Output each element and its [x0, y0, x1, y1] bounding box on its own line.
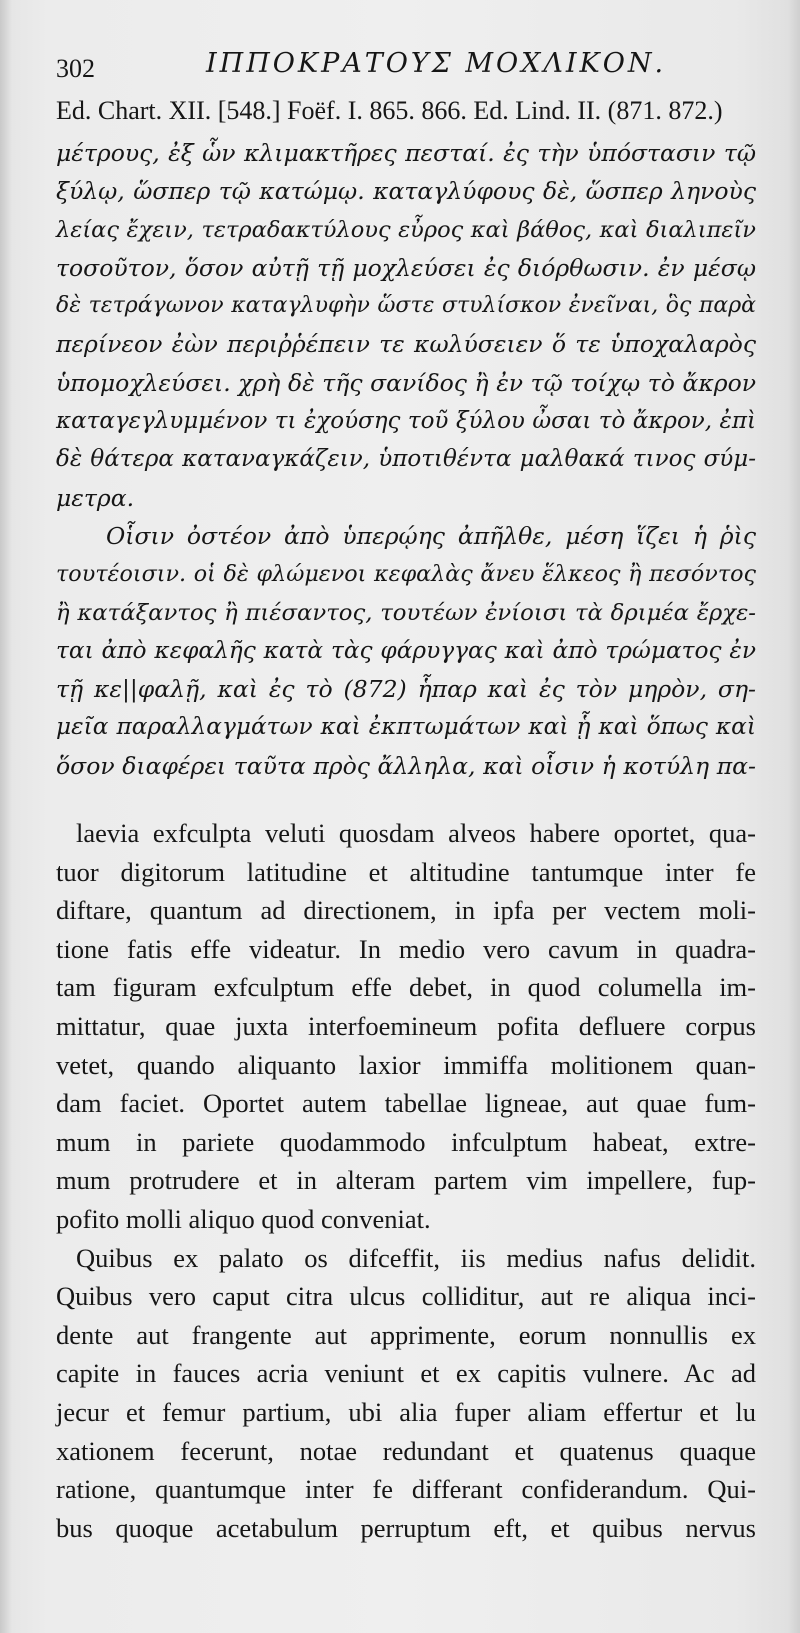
greek-line: τουτέοισιν. οἱ δὲ φλώμενοι κεφαλὰς ἄνευ ἕλκεος ἢ πεσόντος — [56, 561, 756, 588]
greek-line: ἢ κατάξαντος ἢ πιέσαντος, τουτέων ἐνίοισι τὰ δριμέα ἔρχε- — [56, 599, 756, 626]
latin-line: Quibus ex palato os difceffit, iis medius nafus delidit. — [76, 1242, 756, 1273]
greek-line: ξύλῳ, ὥσπερ τῷ κατώμῳ. καταγλύφους δὲ, ὥσπερ ληνοὺς — [56, 177, 756, 206]
greek-line: δὲ τετράγωνον καταγλυφὴν ὥστε στυλίσκον ἐνεῖναι, ὃς παρὰ — [56, 293, 756, 319]
latin-line: mittatur, quae juxta interfoemineum pofita defluere corpus — [56, 1010, 756, 1041]
latin-text-block — [56, 814, 756, 1547]
greek-line: περίνεον ἐὼν περιῤῥέπειν τε κωλύσειεν ὅ τε ὑποχαλαρὸς — [56, 330, 756, 359]
running-head-title: ΙΠΠΟΚΡΑΤΟΥΣ ΜΟΧΛΙΚΟΝ. — [206, 48, 667, 79]
latin-line: capite in fauces acria veniunt et ex capitis vulnere. Ac ad — [56, 1358, 756, 1389]
greek-line: μέτρους, ἐξ ὧν κλιμακτῆρες πεσταί. ἐς τὴν ὑπόστασιν τῷ — [56, 139, 756, 167]
greek-line: τοσοῦτον, ὅσον αὐτῇ τῇ μοχλεύσει ἐς διόρθωσιν. ἐν μέσῳ — [56, 253, 756, 282]
latin-line: mum in pariete quodammodo infculptum habeat, extre- — [56, 1126, 756, 1157]
latin-line: Quibus vero caput citra ulcus colliditur, aut re aliqua inci- — [56, 1281, 756, 1312]
latin-line: xationem fecerunt, notae redundant et quatenus quaque — [56, 1435, 756, 1466]
greek-line: δὲ θάτερα καταναγκάζειν, ὑποτιθέντα μαλθακά τινος σύμ- — [56, 446, 756, 473]
greek-line: καταγεγλυμμένον τι ἐχούσης τοῦ ξύλου ὦσαι τὸ ἄκρον, ἐπὶ — [56, 408, 756, 435]
latin-line: tam figuram exfculptum effe debet, in quod columella im- — [56, 972, 756, 1003]
page-number: 302 — [56, 54, 95, 83]
greek-line: ὑπομοχλεύσει. χρὴ δὲ τῆς σανίδος ἢ ἐν τῷ τοίχῳ τὸ ἄκρον — [56, 368, 756, 397]
latin-line: tione fatis effe videatur. In medio vero cavum in quadra- — [56, 933, 756, 964]
latin-line: laevia exfculpta veluti quosdam alveos habere oportet, qua- — [76, 818, 756, 848]
greek-line: ται ἀπὸ κεφαλῆς κατὰ τὰς φάρυγγας καὶ ἀπὸ τρώματος ἐν — [56, 636, 756, 664]
greek-line: μεῖα παραλλαγμάτων καὶ ἐκπτωμάτων καὶ ᾗ καὶ ὅπως καὶ — [56, 713, 756, 741]
greek-line: ὅσον διαφέρει ταῦτα πρὸς ἄλληλα, καὶ οἷσιν ἡ κοτύλη πα- — [56, 751, 756, 780]
greek-line: Οἷσιν ὀστέον ἀπὸ ὑπερῴης ἀπῆλθε, μέση ἵζει ἡ ῥὶς — [106, 521, 756, 550]
latin-line: dente aut frangente aut apprimente, eorum nonnullis ex — [56, 1319, 756, 1350]
greek-text-block — [56, 134, 756, 785]
latin-line: pofito molli aliquo quod conveniat. — [56, 1203, 431, 1234]
latin-line: diftare, quantum ad directionem, in ipfa per vectem moli- — [56, 895, 756, 926]
latin-line: vetet, quando aliquanto laxior immiffa molitionem quan- — [56, 1049, 756, 1080]
latin-line: tuor digitorum latitudine et altitudine tantumque inter fe — [56, 856, 756, 887]
greek-line: τῇ κε||φαλῇ, καὶ ἐς τὸ (872) ἧπαρ καὶ ἐς τὸν μηρὸν, ση- — [56, 675, 756, 704]
latin-line: mum protrudere et in alteram partem vim impellere, fup- — [56, 1165, 756, 1196]
page-edge-shadow-right — [788, 0, 800, 1633]
latin-line: ratione, quantumque inter fe differant confiderandum. Qui- — [56, 1474, 756, 1505]
greek-line: μετρα. — [56, 483, 135, 512]
greek-line: λείας ἔχειν, τετραδακτύλους εὖρος καὶ βάθος, καὶ διαλιπεῖν — [56, 216, 756, 243]
page-edge-shadow-left — [0, 0, 12, 1633]
latin-line: dam faciet. Oportet autem tabellae ligneae, aut quae fum- — [56, 1088, 756, 1119]
edition-reference-line: Ed. Chart. XII. [548.] Foëf. I. 865. 866. Ed. Lind. II. (871. 872.) — [56, 96, 723, 125]
latin-line: bus quoque acetabulum perruptum eft, et quibus nervus — [56, 1512, 756, 1543]
latin-line: jecur et femur partium, ubi alia fuper aliam effertur et lu — [56, 1396, 756, 1427]
running-head — [56, 48, 756, 88]
